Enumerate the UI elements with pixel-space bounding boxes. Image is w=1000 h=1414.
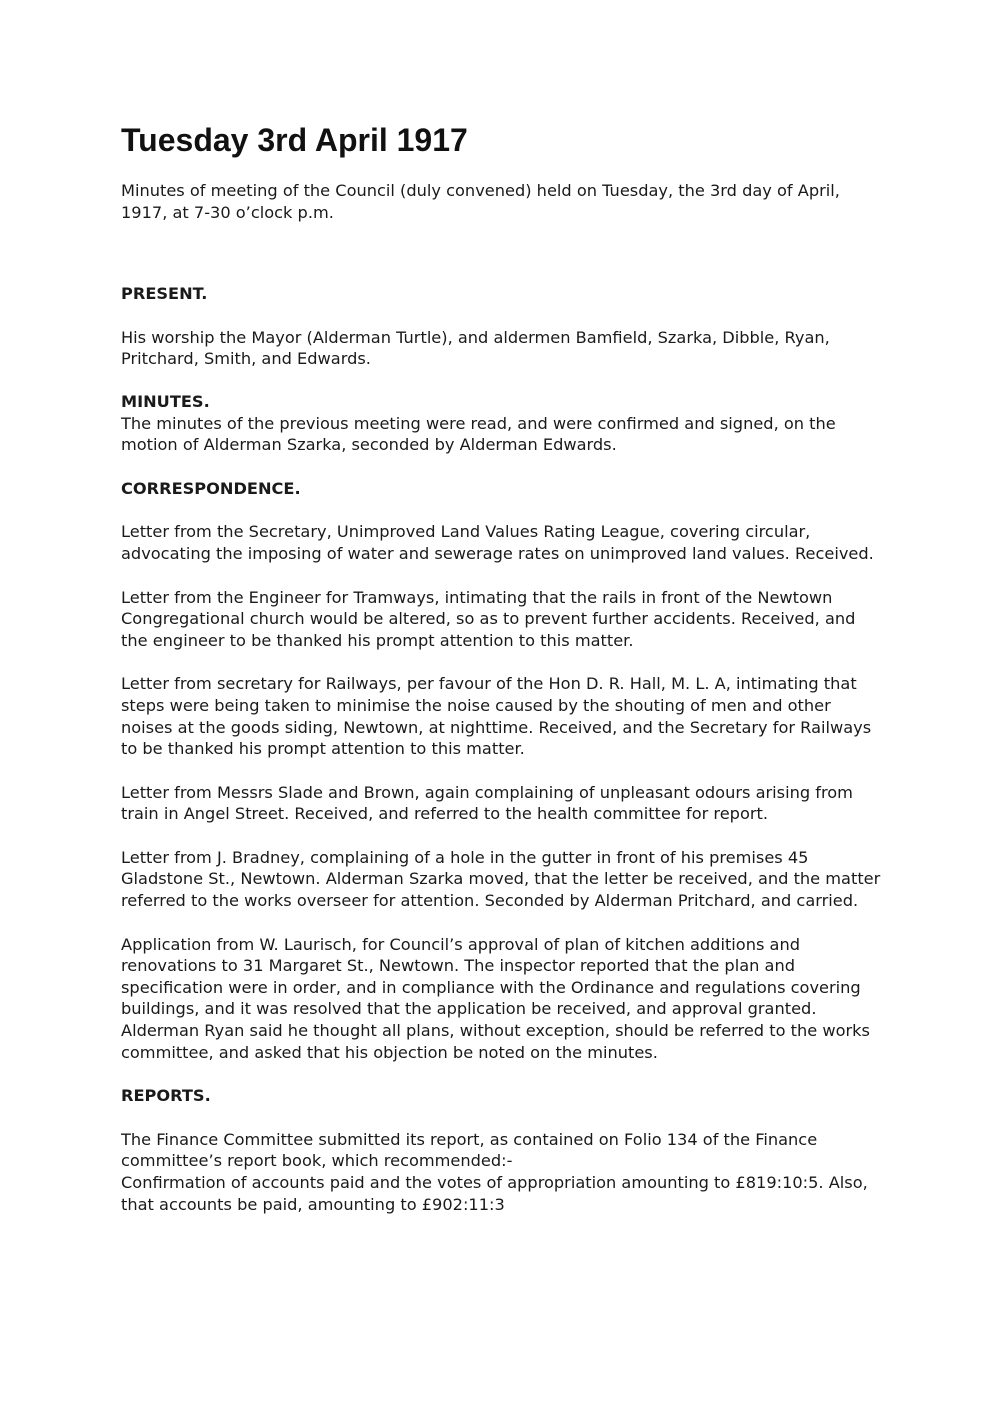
correspondence-heading: CORRESPONDENCE.	[121, 478, 301, 498]
present-paragraph: His worship the Mayor (Alderman Turtle), and aldermen Bamfield, Szarka, Dibble, Ryan, Pritchard, Smith, and Edwards.	[121, 327, 830, 369]
intro-paragraph: Minutes of meeting of the Council (duly convened) held on Tuesday, the 3rd day of April, 1917, at 7-30 o’clock p.m.	[121, 181, 840, 222]
correspondence-item: Application from W. Laurisch, for Council’s approval of plan of kitchen additions and renovations to 31 Margaret St., Newtown. The inspector reported that the plan and specification were in order, and in compliance with the Ordinance and regulations covering buildings, and it was resolved that the application be received, and approval granted. Alderman Ryan said he thought all plans, without exception, should be referred to the works committee, and asked that his objection be noted on the minutes.	[121, 934, 870, 1062]
document-title: Tuesday 3rd April 1917	[121, 122, 468, 158]
correspondence-item: Letter from the Secretary, Unimproved Land Values Rating League, covering circular, advocating the imposing of water and sewerage rates on unimproved land values. Received.	[121, 522, 874, 563]
minutes-paragraph: The minutes of the previous meeting were read, and were confirmed and signed, on the motion of Alderman Szarka, seconded by Alderman Edwards.	[121, 413, 836, 455]
reports-paragraph: The Finance Committee submitted its report, as contained on Folio 134 of the Finance committee’s report book, which recommended:-	[121, 1129, 818, 1171]
correspondence-item: Letter from secretary for Railways, per favour of the Hon D. R. Hall, M. L. A, intimating that steps were being taken to minimise the noise caused by the shouting of men and other noises at the goods siding, Newtown, at nighttime. Received, and the Secretary for Railways to be thanked his prompt attention to this matter.	[121, 674, 872, 759]
minutes-heading: MINUTES.	[121, 391, 210, 411]
reports-heading: REPORTS.	[121, 1086, 211, 1106]
correspondence-item: Letter from Messrs Slade and Brown, again complaining of unpleasant odours arising from train in Angel Street. Received, and referred to the health committee for report.	[121, 782, 853, 824]
correspondence-item: Letter from the Engineer for Tramways, intimating that the rails in front of the Newtown Congregational church would be altered, so as to prevent further accidents. Received, and the engineer to be thanked his prompt attention to this matter.	[121, 587, 856, 650]
correspondence-item: Letter from J. Bradney, complaining of a hole in the gutter in front of his premises 45 Gladstone St., Newtown. Alderman Szarka moved, that the letter be received, and the matter referred to the works overseer for attention. Seconded by Alderman Pritchard, and carried.	[121, 847, 881, 911]
document-page	[121, 118, 881, 1215]
reports-recommendation: Confirmation of accounts paid and the votes of appropriation amounting to £819:10:5. Also, that accounts be paid, amounting to £902:11:3	[121, 1173, 868, 1214]
present-heading: PRESENT.	[121, 284, 208, 304]
